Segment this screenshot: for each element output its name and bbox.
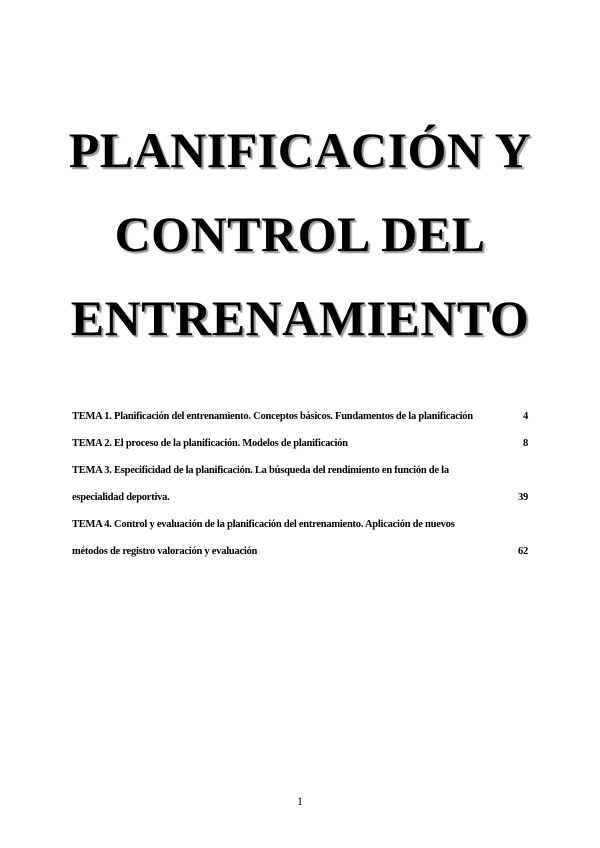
title-line: ENTRENAMIENTO [70, 290, 530, 346]
toc-entry-tema-4[interactable] [72, 511, 528, 538]
toc-entry-tema-2[interactable] [72, 430, 528, 457]
page-number: 1 [297, 794, 303, 808]
toc-entry-text: TEMA 2. El proceso de la planificación. Modelos de planificación [72, 438, 348, 449]
title-line: PLANIFICACIÓN Y [68, 122, 532, 178]
toc-entry-tema-3-cont[interactable] [72, 484, 528, 511]
toc-entry-text: especialidad deportiva. [72, 492, 170, 503]
toc-entry-text: TEMA 1. Planificación del entrenamiento. Conceptos básicos. Fundamentos de la planificación [72, 411, 473, 422]
toc-page-number: 4 [523, 411, 528, 422]
toc-entry-text: métodos de registro valoración y evaluación [72, 546, 258, 557]
title-line: CONTROL DEL [114, 206, 486, 262]
toc-entry-text: TEMA 4. Control y evaluación de la planificación del entrenamiento. Aplicación de nuevos [72, 519, 455, 530]
toc-page-number: 8 [523, 438, 528, 449]
toc-page-number: 39 [518, 492, 528, 503]
toc-entry-tema-3[interactable] [72, 457, 528, 484]
toc-entry-tema-1[interactable] [72, 403, 528, 430]
toc-entry-text: TEMA 3. Especificidad de la planificación. La búsqueda del rendimiento en función de la [72, 465, 449, 476]
document-title [0, 108, 600, 360]
toc-entry-tema-4-cont[interactable] [72, 538, 528, 565]
toc-page-number: 62 [518, 546, 528, 557]
table-of-contents [72, 403, 528, 565]
